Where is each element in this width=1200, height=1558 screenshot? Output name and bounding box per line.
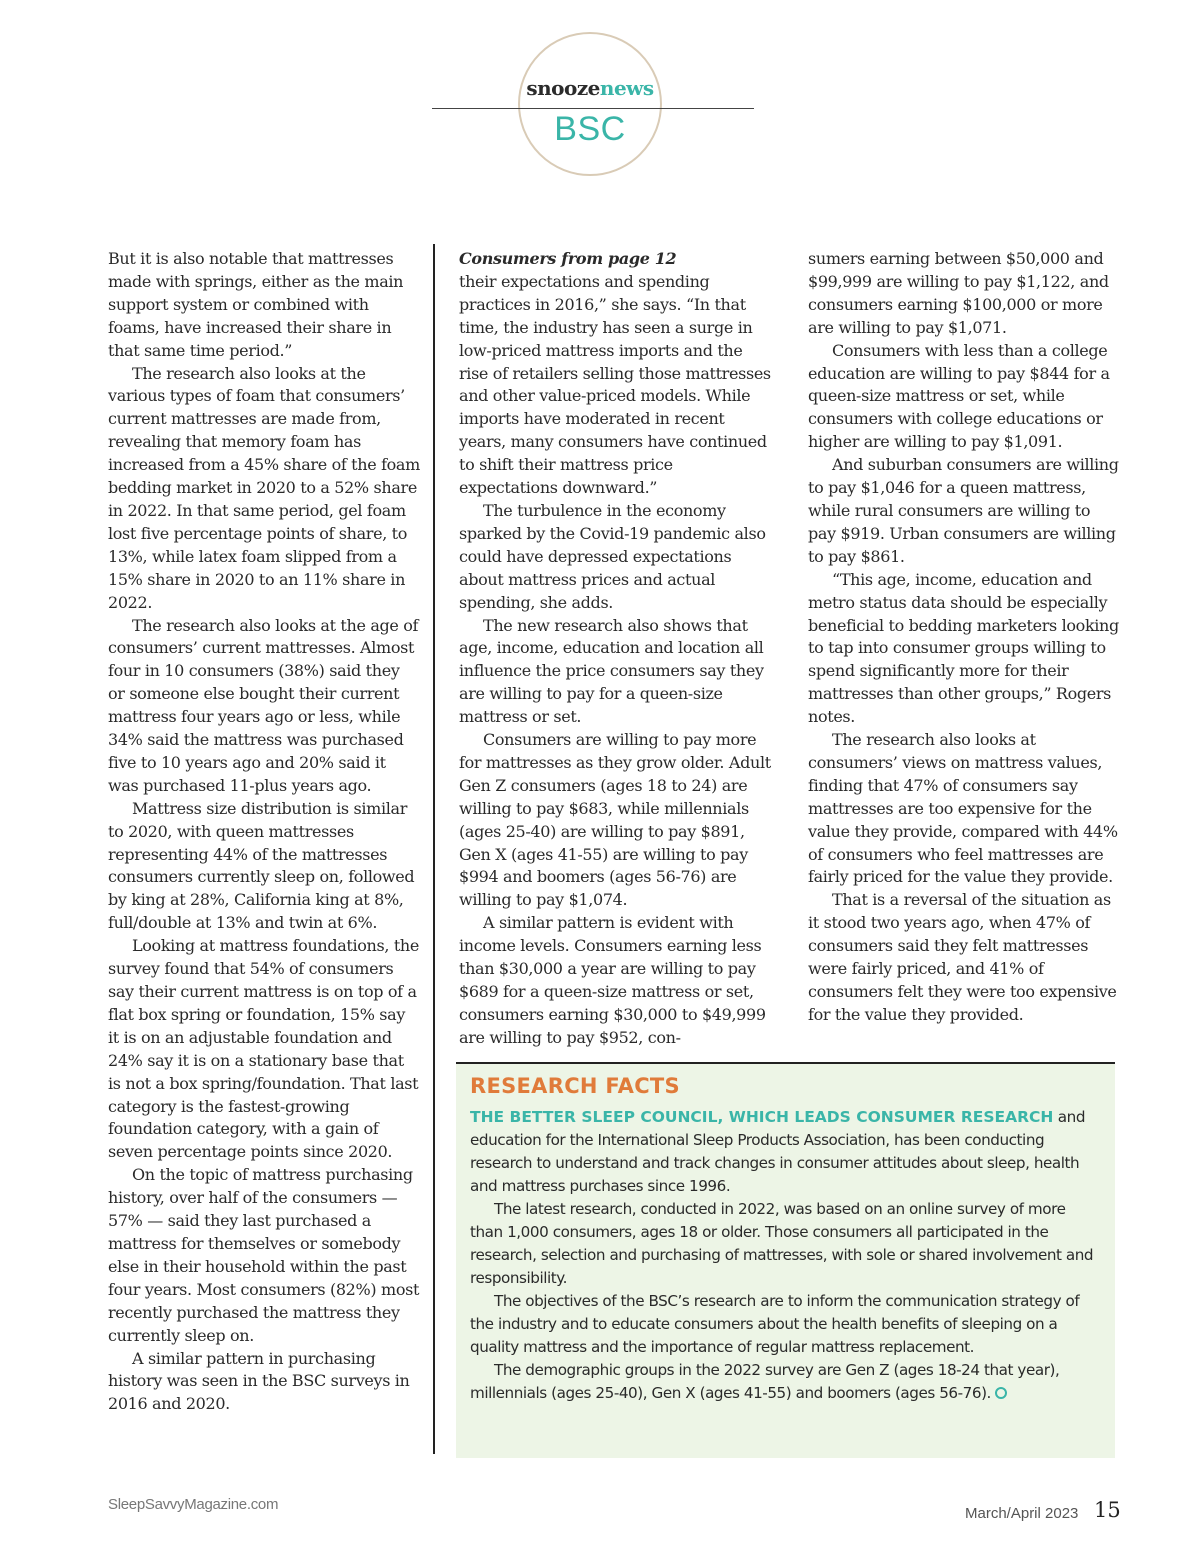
sidebar-final-text: The demographic groups in the 2022 survey are Gen Z (ages 18-24 that year), millennials (ages 25-40), Gen X (ages 41-55) and boomers (ages 56-76). <box>470 1361 1060 1402</box>
paragraph: Consumers with less than a college education are willing to pay $844 for a queen-size mattress or set, while consumers with college educations or higher are willing to pay $1,091. <box>808 340 1110 452</box>
paragraph: their expectations and spending practices in 2016,” she says. “In that time, the industry has seen a surge in low-priced mattress imports and the rise of retailers selling those mattresses and other value-priced models. While imports have moderated in recent years, many consumers have continued to shift their mattress price expectations downward.” <box>459 271 771 498</box>
paragraph: The research also looks at the various types of foam that consumers’ current mattresses are made from, revealing that memory foam has increased from a 45% share of the foam bedding market in 2020 to a 52% share in 2022. In that same period, gel foam lost five percentage points of share, to 13%, while latex foam slipped from a 15% share in 2020 to an 11% share in 2022. <box>108 363 420 612</box>
paragraph: But it is also notable that mattresses made with springs, either as the main support system or combined with foams, have increased their share in that same time period.” <box>108 249 404 360</box>
paragraph: A similar pattern in purchasing history was seen in the BSC surveys in 2016 and 2020. <box>108 1348 410 1414</box>
article-column-1 <box>108 248 420 1416</box>
jump-line: Consumers from page 12 <box>459 249 677 268</box>
circle-end-mark-icon <box>995 1387 1007 1399</box>
paragraph: The research also looks at consumers’ views on mattress values, finding that 47% of consumers say mattresses are too expensive for the value they provide, compared with 44% of consumers who feel mattresses are fairly priced for the value they provide. <box>808 730 1118 887</box>
logo-circle <box>518 32 662 176</box>
paragraph: On the topic of mattress purchasing history, over half of the consumers — 57% — said they last purchased a mattress for themselves or somebody else in their household within the past four years. Most consumers (82%) most recently purchased the mattress they currently sleep on. <box>108 1165 420 1345</box>
sidebar-lead-caps: THE BETTER SLEEP COUNCIL, WHICH LEADS CONSUMER RESEARCH <box>470 1108 1054 1126</box>
footer-site: SleepSavvyMagazine.com <box>108 1496 279 1513</box>
paragraph: That is a reversal of the situation as it stood two years ago, when 47% of consumers said they felt mattresses were fairly priced, and 41% of consumers felt they were too expensive for the value they provided. <box>808 890 1117 1024</box>
sidebar-body <box>470 1106 1097 1405</box>
logo-brand-snooze: snooze <box>526 76 600 100</box>
paragraph: The turbulence in the economy sparked by the Covid-19 pandemic also could have depressed expectations about mattress prices and actual spending, she adds. <box>459 500 766 612</box>
paragraph: The research also looks at the age of consumers’ current mattresses. Almost four in 10 consumers (38%) said they or someone else bought their current mattress four years ago or less, while 34% said the mattress was purchased five to 10 years ago and 20% said it was purchased 11-plus years ago. <box>108 615 419 795</box>
page-number: 15 <box>1094 1498 1121 1522</box>
footer-issue: March/April 2023 <box>965 1505 1079 1522</box>
paragraph: Consumers are willing to pay more for mattresses as they grow older. Adult Gen Z consumers (ages 18 to 24) are willing to pay $683, while millennials (ages 25-40) are willing to pay $891, Gen X (ages 41-55) are willing to pay $994 and boomers (ages 56-76) are willing to pay $1,074. <box>459 730 771 910</box>
logo-section-bsc: BSC <box>554 110 626 148</box>
sidebar-paragraph: The latest research, conducted in 2022, was based on an online survey of more than 1,000 consumers, ages 18 or older. Those consumers all participated in the research, selection and purchasing of mattresses, with sole or shared involvement and responsibility. <box>470 1200 1094 1287</box>
paragraph: The new research also shows that age, income, education and location all influence the price consumers say they are willing to pay for a queen-size mattress or set. <box>459 615 764 727</box>
sidebar-paragraph: The objectives of the BSC’s research are to inform the communication strategy of the industry and to educate consumers about the health benefits of sleeping on a quality mattress and the importance of regular mattress replacement. <box>470 1292 1080 1356</box>
header-rule <box>432 108 754 109</box>
column-divider <box>433 244 435 1454</box>
article-column-2 <box>459 248 771 1050</box>
research-facts-sidebar <box>456 1062 1115 1458</box>
paragraph: Mattress size distribution is similar to 2020, with queen mattresses representing 44% of the mattresses consumers currently sleep on, followed by king at 28%, California king at 8%, full/double at 13% and twin at 6%. <box>108 798 415 933</box>
sidebar-paragraph <box>470 1106 1097 1198</box>
sidebar-lead-text: and education for the International Sleep Products Association, has been conducting research to understand and track changes in consumer attitudes about sleep, health and mattress purchases since 1996. <box>470 1108 1086 1195</box>
sidebar-paragraph <box>470 1359 1097 1405</box>
paragraph: Looking at mattress foundations, the survey found that 54% of consumers say their current mattress is on top of a flat box spring or foundation, 15% say it is on an adjustable foundation and 24% say it is on a stationary base that is not a box spring/foundation. That last category is the fastest-growing foundation category, with a gain of seven percentage points since 2020. <box>108 936 420 1162</box>
logo-brand-news: news <box>599 76 654 100</box>
paragraph: A similar pattern is evident with income levels. Consumers earning less than $30,000 a year are willing to pay $689 for a queen-size mattress or set, consumers earning $30,000 to $49,999 are willing to pay $952, con- <box>459 913 766 1047</box>
article-column-3 <box>808 248 1120 1027</box>
paragraph: “This age, income, education and metro status data should be especially beneficial to bedding marketers looking to tap into consumer groups willing to spend significantly more for their mattresses than other groups,” Rogers notes. <box>808 569 1119 727</box>
section-logo <box>518 76 662 100</box>
paragraph: And suburban consumers are willing to pay $1,046 for a queen mattress, while rural consumers are willing to pay $919. Urban consumers are willing to pay $861. <box>808 455 1119 566</box>
paragraph: sumers earning between $50,000 and $99,999 are willing to pay $1,122, and consumers earning $100,000 or more are willing to pay $1,071. <box>808 249 1109 337</box>
sidebar-title: RESEARCH FACTS <box>470 1074 680 1098</box>
